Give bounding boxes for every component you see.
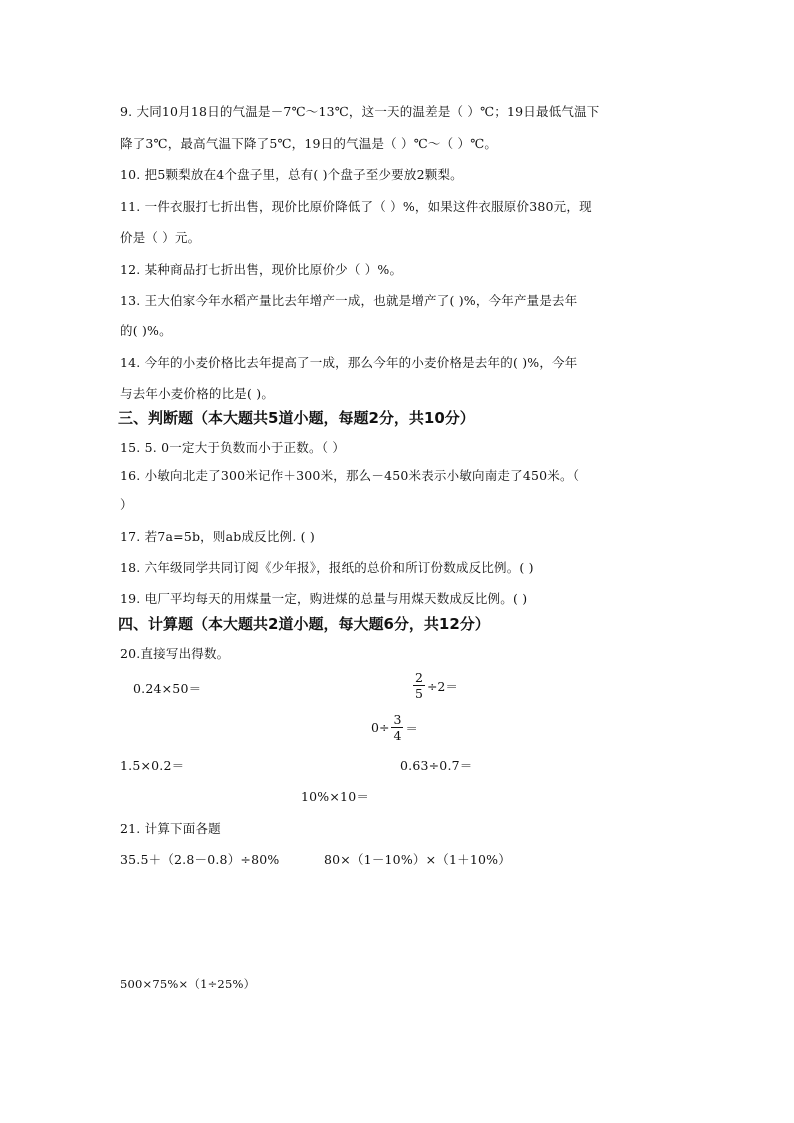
calc-21-expression-2: 80×（1－10%）×（1＋10%） <box>324 852 511 867</box>
question-13-line-2: 的( )%。 <box>120 323 172 338</box>
question-14-line-2: 与去年小麦价格的比是( )。 <box>120 386 275 401</box>
calc-fraction-2-5-div-2 <box>411 670 458 701</box>
fraction-numerator: 3 <box>393 712 402 727</box>
question-16-line-1: 16. 小敏向北走了300米记作＋300米，那么－450米表示小敏向南走了450米。（ <box>120 468 580 483</box>
fraction-numerator: 2 <box>415 670 423 685</box>
fraction-prefix: 0÷ <box>371 720 390 735</box>
question-21-title: 21. 计算下面各题 <box>120 821 221 836</box>
question-10: 10. 把5颗梨放在4个盘子里，总有( )个盘子至少要放2颗梨。 <box>120 167 463 182</box>
calc-0.63div0.7: 0.63÷0.7＝ <box>400 758 473 773</box>
question-11-line-2: 价是（ ）元。 <box>120 230 201 245</box>
question-14-line-1: 14. 今年的小麦价格比去年提高了一成，那么今年的小麦价格是去年的( )%，今年 <box>120 355 578 370</box>
calc-21-expression-3: 500×75%×（1÷25%） <box>120 977 256 991</box>
fraction-denominator: 4 <box>393 728 402 743</box>
calc-21-expression-1: 35.5＋（2.8－0.8）÷80% <box>120 852 280 867</box>
section-4-heading: 四、计算题（本大题共2道小题，每大题6分，共12分） <box>118 615 490 633</box>
calc-10pct-x10: 10%×10＝ <box>301 789 370 804</box>
question-20-title: 20.直接写出得数。 <box>120 646 230 661</box>
section-3-heading: 三、判断题（本大题共5道小题，每题2分，共10分） <box>118 409 475 427</box>
fraction-3-4 <box>391 712 403 743</box>
question-15: 15. 5. 0一定大于负数而小于正数。（ ） <box>120 440 346 455</box>
calc-0.24x50: 0.24×50＝ <box>133 681 202 696</box>
fraction-2-5 <box>413 670 425 701</box>
fraction-rest: ＝ <box>405 720 418 736</box>
question-12: 12. 某种商品打七折出售，现价比原价少（ ）%。 <box>120 262 403 277</box>
question-19: 19. 电厂平均每天的用煤量一定，购进煤的总量与用煤天数成反比例。( ) <box>120 591 528 606</box>
question-16-line-2: ） <box>120 497 133 512</box>
question-9-line-1: 9. 大同10月18日的气温是－7℃～13℃，这一天的温差是（ ）℃；19日最低气温下 <box>120 104 600 119</box>
fraction-rest: ÷2＝ <box>426 678 458 694</box>
calc-0-div-fraction-3-4 <box>371 712 418 743</box>
question-18: 18. 六年级同学共同订阅《少年报》，报纸的总价和所订份数成反比例。( ) <box>120 560 534 575</box>
question-9-line-2: 降了3℃，最高气温下降了5℃，19日的气温是（ ）℃～（ ）℃。 <box>120 136 498 151</box>
question-13-line-1: 13. 王大伯家今年水稻产量比去年增产一成，也就是增产了( )%，今年产量是去年 <box>120 293 578 308</box>
question-17: 17. 若7a=5b，则ab成反比例. ( ) <box>120 529 315 544</box>
calc-1.5x0.2: 1.5×0.2＝ <box>120 758 185 773</box>
fraction-denominator: 5 <box>415 686 423 701</box>
question-11-line-1: 11. 一件衣服打七折出售，现价比原价降低了（ ）%，如果这件衣服原价380元，现 <box>120 199 592 214</box>
